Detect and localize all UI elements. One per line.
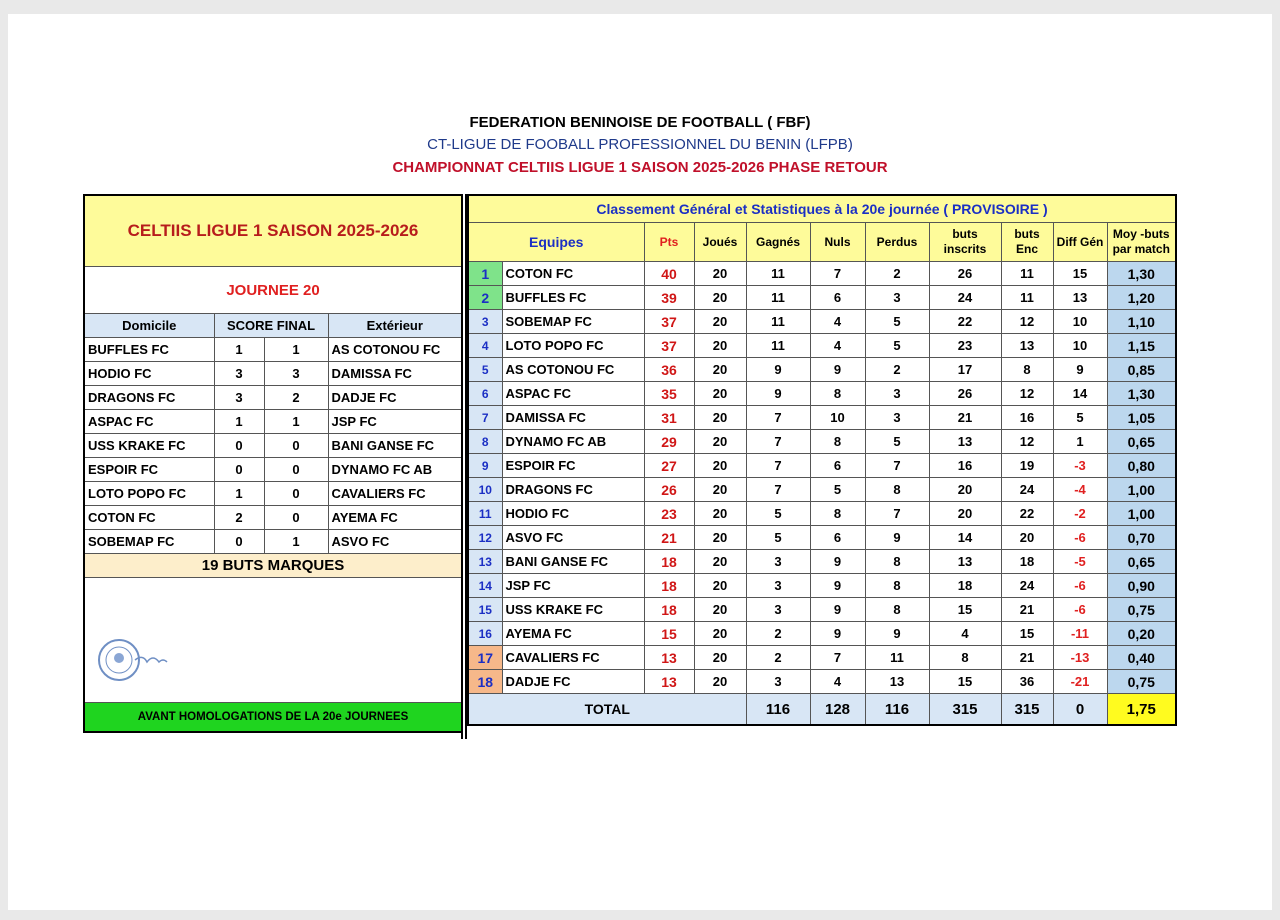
drawn-cell: 4 — [810, 334, 865, 358]
goals-against-cell: 18 — [1001, 550, 1053, 574]
goal-diff-cell: -4 — [1053, 478, 1107, 502]
points-cell: 36 — [644, 358, 694, 382]
homologation-note: AVANT HOMOLOGATIONS DE LA 20e JOURNEES — [84, 703, 462, 733]
goals-for-cell: 13 — [929, 550, 1001, 574]
championship-title: CHAMPIONNAT CELTIIS LIGUE 1 SAISON 2025-2026 PHASE RETOUR — [392, 159, 888, 176]
match-away: DADJE FC — [328, 386, 462, 410]
goals-against-cell: 16 — [1001, 406, 1053, 430]
won-cell: 7 — [746, 430, 810, 454]
match-away-score: 1 — [264, 338, 328, 362]
match-home-score: 3 — [214, 386, 264, 410]
col-domicile: Domicile — [84, 314, 214, 338]
match-home: LOTO POPO FC — [84, 482, 214, 506]
team-name: JSP FC — [502, 574, 644, 598]
match-away: DAMISSA FC — [328, 362, 462, 386]
goal-diff-cell: -2 — [1053, 502, 1107, 526]
goal-diff-cell: -21 — [1053, 670, 1107, 694]
match-away-score: 3 — [264, 362, 328, 386]
played-cell: 20 — [694, 550, 746, 574]
team-name: DADJE FC — [502, 670, 644, 694]
drawn-cell: 8 — [810, 502, 865, 526]
team-name: ASVO FC — [502, 526, 644, 550]
won-cell: 7 — [746, 406, 810, 430]
drawn-cell: 6 — [810, 454, 865, 478]
points-cell: 39 — [644, 286, 694, 310]
match-row — [84, 434, 462, 458]
team-name: AS COTONOU FC — [502, 358, 644, 382]
rank-cell: 16 — [468, 622, 502, 646]
team-name: HODIO FC — [502, 502, 644, 526]
avg-goals-cell: 0,70 — [1107, 526, 1176, 550]
lost-cell: 8 — [865, 598, 929, 622]
goals-against-cell: 21 — [1001, 646, 1053, 670]
drawn-cell: 7 — [810, 262, 865, 286]
standings-row — [468, 478, 1176, 502]
match-away-score: 2 — [264, 386, 328, 410]
goals-against-cell: 24 — [1001, 478, 1053, 502]
goal-diff-cell: 5 — [1053, 406, 1107, 430]
played-cell: 20 — [694, 262, 746, 286]
played-cell: 20 — [694, 574, 746, 598]
standings-row — [468, 262, 1176, 286]
standings-row — [468, 670, 1176, 694]
total-gagnes: 116 — [746, 694, 810, 726]
rank-cell: 11 — [468, 502, 502, 526]
won-cell: 11 — [746, 334, 810, 358]
match-row — [84, 410, 462, 434]
team-name: BUFFLES FC — [502, 286, 644, 310]
journee-label: JOURNEE 20 — [84, 267, 462, 314]
avg-goals-cell: 1,30 — [1107, 382, 1176, 406]
standings-row — [468, 334, 1176, 358]
goal-diff-cell: -5 — [1053, 550, 1107, 574]
match-home-score: 0 — [214, 458, 264, 482]
points-cell: 40 — [644, 262, 694, 286]
goal-diff-cell: -3 — [1053, 454, 1107, 478]
team-name: ESPOIR FC — [502, 454, 644, 478]
won-cell: 11 — [746, 262, 810, 286]
points-cell: 15 — [644, 622, 694, 646]
points-cell: 18 — [644, 574, 694, 598]
team-name: USS KRAKE FC — [502, 598, 644, 622]
standings-row — [468, 430, 1176, 454]
match-home: ASPAC FC — [84, 410, 214, 434]
won-cell: 3 — [746, 574, 810, 598]
played-cell: 20 — [694, 646, 746, 670]
points-cell: 26 — [644, 478, 694, 502]
team-name: AYEMA FC — [502, 622, 644, 646]
won-cell: 5 — [746, 526, 810, 550]
lost-cell: 8 — [865, 550, 929, 574]
standings-row — [468, 622, 1176, 646]
goal-diff-cell: 13 — [1053, 286, 1107, 310]
avg-goals-cell: 0,75 — [1107, 670, 1176, 694]
match-home-score: 1 — [214, 482, 264, 506]
goals-against-cell: 12 — [1001, 382, 1053, 406]
points-cell: 13 — [644, 646, 694, 670]
standings-row — [468, 574, 1176, 598]
drawn-cell: 4 — [810, 670, 865, 694]
standings-row — [468, 454, 1176, 478]
standings-row — [468, 382, 1176, 406]
match-away: BANI GANSE FC — [328, 434, 462, 458]
rank-cell: 14 — [468, 574, 502, 598]
points-cell: 23 — [644, 502, 694, 526]
match-row — [84, 530, 462, 554]
goals-for-cell: 18 — [929, 574, 1001, 598]
played-cell: 20 — [694, 334, 746, 358]
goals-for-cell: 13 — [929, 430, 1001, 454]
avg-goals-cell: 0,85 — [1107, 358, 1176, 382]
goals-for-cell: 4 — [929, 622, 1001, 646]
played-cell: 20 — [694, 430, 746, 454]
goals-against-cell: 11 — [1001, 286, 1053, 310]
standings-row — [468, 502, 1176, 526]
avg-goals-cell: 0,75 — [1107, 598, 1176, 622]
goals-for-cell: 21 — [929, 406, 1001, 430]
played-cell: 20 — [694, 310, 746, 334]
standings-row — [468, 310, 1176, 334]
match-home-score: 0 — [214, 530, 264, 554]
match-home-score: 0 — [214, 434, 264, 458]
drawn-cell: 4 — [810, 310, 865, 334]
goals-against-cell: 21 — [1001, 598, 1053, 622]
team-name: COTON FC — [502, 262, 644, 286]
col-buts-enc: buts Enc — [1001, 223, 1053, 262]
goal-diff-cell: -13 — [1053, 646, 1107, 670]
goals-for-cell: 26 — [929, 382, 1001, 406]
points-cell: 37 — [644, 334, 694, 358]
points-cell: 21 — [644, 526, 694, 550]
standings-row — [468, 526, 1176, 550]
goals-for-cell: 24 — [929, 286, 1001, 310]
total-buts-inscrits: 315 — [929, 694, 1001, 726]
goals-for-cell: 22 — [929, 310, 1001, 334]
standings-row — [468, 358, 1176, 382]
team-name: SOBEMAP FC — [502, 310, 644, 334]
rank-cell: 7 — [468, 406, 502, 430]
match-away: DYNAMO FC AB — [328, 458, 462, 482]
rank-cell: 15 — [468, 598, 502, 622]
rank-cell: 10 — [468, 478, 502, 502]
match-away-score: 0 — [264, 458, 328, 482]
goals-for-cell: 16 — [929, 454, 1001, 478]
points-cell: 18 — [644, 550, 694, 574]
rank-cell: 8 — [468, 430, 502, 454]
match-away-score: 0 — [264, 482, 328, 506]
lost-cell: 11 — [865, 646, 929, 670]
drawn-cell: 9 — [810, 574, 865, 598]
match-row — [84, 482, 462, 506]
match-home: COTON FC — [84, 506, 214, 530]
goals-against-cell: 11 — [1001, 262, 1053, 286]
drawn-cell: 5 — [810, 478, 865, 502]
goal-diff-cell: 9 — [1053, 358, 1107, 382]
goals-against-cell: 12 — [1001, 310, 1053, 334]
total-diff: 0 — [1053, 694, 1107, 726]
match-home-score: 1 — [214, 410, 264, 434]
standings-row — [468, 286, 1176, 310]
match-row — [84, 458, 462, 482]
season-title: CELTIIS LIGUE 1 SAISON 2025-2026 — [84, 195, 462, 267]
match-home: USS KRAKE FC — [84, 434, 214, 458]
won-cell: 7 — [746, 454, 810, 478]
goals-against-cell: 8 — [1001, 358, 1053, 382]
played-cell: 20 — [694, 382, 746, 406]
drawn-cell: 8 — [810, 430, 865, 454]
results-table — [83, 194, 463, 733]
match-away: AS COTONOU FC — [328, 338, 462, 362]
match-home-score: 3 — [214, 362, 264, 386]
drawn-cell: 6 — [810, 286, 865, 310]
avg-goals-cell: 1,00 — [1107, 478, 1176, 502]
won-cell: 3 — [746, 550, 810, 574]
points-cell: 35 — [644, 382, 694, 406]
goal-diff-cell: -6 — [1053, 526, 1107, 550]
goals-against-cell: 13 — [1001, 334, 1053, 358]
won-cell: 2 — [746, 646, 810, 670]
federation-stamp-icon — [91, 630, 171, 690]
goal-diff-cell: 15 — [1053, 262, 1107, 286]
goals-for-cell: 8 — [929, 646, 1001, 670]
match-row — [84, 506, 462, 530]
match-row — [84, 338, 462, 362]
rank-cell: 5 — [468, 358, 502, 382]
avg-goals-cell: 0,40 — [1107, 646, 1176, 670]
col-exterieur: Extérieur — [328, 314, 462, 338]
match-home-score: 2 — [214, 506, 264, 530]
match-home: SOBEMAP FC — [84, 530, 214, 554]
played-cell: 20 — [694, 670, 746, 694]
match-row — [84, 362, 462, 386]
standings-title: Classement Général et Statistiques à la 20e journée ( PROVISOIRE ) — [468, 195, 1176, 223]
won-cell: 5 — [746, 502, 810, 526]
match-home: BUFFLES FC — [84, 338, 214, 362]
total-row — [468, 694, 1176, 726]
rank-cell: 4 — [468, 334, 502, 358]
drawn-cell: 10 — [810, 406, 865, 430]
rank-cell: 18 — [468, 670, 502, 694]
match-away-score: 0 — [264, 506, 328, 530]
match-away: AYEMA FC — [328, 506, 462, 530]
goals-for-cell: 15 — [929, 670, 1001, 694]
standings-table — [467, 194, 1177, 726]
lost-cell: 7 — [865, 502, 929, 526]
total-perdus: 116 — [865, 694, 929, 726]
avg-goals-cell: 1,00 — [1107, 502, 1176, 526]
played-cell: 20 — [694, 502, 746, 526]
drawn-cell: 6 — [810, 526, 865, 550]
goals-against-cell: 20 — [1001, 526, 1053, 550]
lost-cell: 3 — [865, 406, 929, 430]
goal-diff-cell: 10 — [1053, 310, 1107, 334]
rank-cell: 9 — [468, 454, 502, 478]
avg-goals-cell: 0,65 — [1107, 550, 1176, 574]
team-name: ASPAC FC — [502, 382, 644, 406]
won-cell: 11 — [746, 310, 810, 334]
league-title: CT-LIGUE DE FOOBALL PROFESSIONNEL DU BENIN (LFPB) — [427, 136, 853, 153]
played-cell: 20 — [694, 358, 746, 382]
lost-cell: 2 — [865, 262, 929, 286]
team-name: BANI GANSE FC — [502, 550, 644, 574]
match-home-score: 1 — [214, 338, 264, 362]
goal-diff-cell: 14 — [1053, 382, 1107, 406]
lost-cell: 9 — [865, 622, 929, 646]
lost-cell: 2 — [865, 358, 929, 382]
match-away-score: 1 — [264, 410, 328, 434]
goals-against-cell: 22 — [1001, 502, 1053, 526]
points-cell: 13 — [644, 670, 694, 694]
goal-diff-cell: -6 — [1053, 574, 1107, 598]
lost-cell: 5 — [865, 430, 929, 454]
lost-cell: 5 — [865, 310, 929, 334]
col-gagnes: Gagnés — [746, 223, 810, 262]
federation-title: FEDERATION BENINOISE DE FOOTBALL ( FBF) — [469, 114, 811, 131]
won-cell: 2 — [746, 622, 810, 646]
goals-against-cell: 24 — [1001, 574, 1053, 598]
lost-cell: 9 — [865, 526, 929, 550]
rank-cell: 2 — [468, 286, 502, 310]
played-cell: 20 — [694, 454, 746, 478]
standings-row — [468, 550, 1176, 574]
rank-cell: 1 — [468, 262, 502, 286]
rank-cell: 3 — [468, 310, 502, 334]
lost-cell: 3 — [865, 382, 929, 406]
team-name: CAVALIERS FC — [502, 646, 644, 670]
lost-cell: 8 — [865, 478, 929, 502]
rank-cell: 17 — [468, 646, 502, 670]
avg-goals-cell: 0,80 — [1107, 454, 1176, 478]
played-cell: 20 — [694, 598, 746, 622]
drawn-cell: 9 — [810, 358, 865, 382]
match-away: JSP FC — [328, 410, 462, 434]
rank-cell: 13 — [468, 550, 502, 574]
match-row — [84, 386, 462, 410]
team-name: DYNAMO FC AB — [502, 430, 644, 454]
goal-diff-cell: 10 — [1053, 334, 1107, 358]
won-cell: 9 — [746, 358, 810, 382]
avg-goals-cell: 0,90 — [1107, 574, 1176, 598]
standings-row — [468, 646, 1176, 670]
won-cell: 9 — [746, 382, 810, 406]
stamp-area — [84, 578, 462, 703]
lost-cell: 13 — [865, 670, 929, 694]
team-name: DRAGONS FC — [502, 478, 644, 502]
match-away: ASVO FC — [328, 530, 462, 554]
goals-against-cell: 36 — [1001, 670, 1053, 694]
total-label: TOTAL — [468, 694, 746, 726]
won-cell: 7 — [746, 478, 810, 502]
document-page — [8, 14, 1272, 910]
goals-against-cell: 15 — [1001, 622, 1053, 646]
played-cell: 20 — [694, 622, 746, 646]
goals-for-cell: 20 — [929, 478, 1001, 502]
col-score: SCORE FINAL — [214, 314, 328, 338]
avg-goals-cell: 1,30 — [1107, 262, 1176, 286]
match-away-score: 1 — [264, 530, 328, 554]
points-cell: 37 — [644, 310, 694, 334]
played-cell: 20 — [694, 478, 746, 502]
goal-diff-cell: -11 — [1053, 622, 1107, 646]
played-cell: 20 — [694, 526, 746, 550]
drawn-cell: 9 — [810, 622, 865, 646]
points-cell: 18 — [644, 598, 694, 622]
drawn-cell: 9 — [810, 598, 865, 622]
col-equipes: Equipes — [468, 223, 644, 262]
goals-against-cell: 19 — [1001, 454, 1053, 478]
total-moy: 1,75 — [1107, 694, 1176, 726]
match-home: HODIO FC — [84, 362, 214, 386]
played-cell: 20 — [694, 286, 746, 310]
col-perdus: Perdus — [865, 223, 929, 262]
avg-goals-cell: 1,15 — [1107, 334, 1176, 358]
goals-for-cell: 26 — [929, 262, 1001, 286]
lost-cell: 8 — [865, 574, 929, 598]
avg-goals-cell: 0,65 — [1107, 430, 1176, 454]
lost-cell: 7 — [865, 454, 929, 478]
points-cell: 31 — [644, 406, 694, 430]
goals-for-cell: 17 — [929, 358, 1001, 382]
avg-goals-cell: 1,20 — [1107, 286, 1176, 310]
drawn-cell: 7 — [810, 646, 865, 670]
col-buts-inscrits: buts inscrits — [929, 223, 1001, 262]
avg-goals-cell: 0,20 — [1107, 622, 1176, 646]
won-cell: 3 — [746, 670, 810, 694]
rank-cell: 6 — [468, 382, 502, 406]
col-moy: Moy -buts par match — [1107, 223, 1176, 262]
lost-cell: 3 — [865, 286, 929, 310]
goals-for-cell: 14 — [929, 526, 1001, 550]
avg-goals-cell: 1,05 — [1107, 406, 1176, 430]
goals-for-cell: 23 — [929, 334, 1001, 358]
played-cell: 20 — [694, 406, 746, 430]
goal-diff-cell: -6 — [1053, 598, 1107, 622]
lost-cell: 5 — [865, 334, 929, 358]
goals-for-cell: 15 — [929, 598, 1001, 622]
drawn-cell: 8 — [810, 382, 865, 406]
standings-row — [468, 406, 1176, 430]
goals-against-cell: 12 — [1001, 430, 1053, 454]
col-diff: Diff Gén — [1053, 223, 1107, 262]
points-cell: 27 — [644, 454, 694, 478]
drawn-cell: 9 — [810, 550, 865, 574]
team-name: DAMISSA FC — [502, 406, 644, 430]
standings-row — [468, 598, 1176, 622]
match-home: DRAGONS FC — [84, 386, 214, 410]
goals-scored-label: 19 BUTS MARQUES — [84, 554, 462, 578]
won-cell: 3 — [746, 598, 810, 622]
points-cell: 29 — [644, 430, 694, 454]
col-joues: Joués — [694, 223, 746, 262]
match-away-score: 0 — [264, 434, 328, 458]
won-cell: 11 — [746, 286, 810, 310]
team-name: LOTO POPO FC — [502, 334, 644, 358]
total-buts-enc: 315 — [1001, 694, 1053, 726]
rank-cell: 12 — [468, 526, 502, 550]
avg-goals-cell: 1,10 — [1107, 310, 1176, 334]
goal-diff-cell: 1 — [1053, 430, 1107, 454]
total-nuls: 128 — [810, 694, 865, 726]
match-away: CAVALIERS FC — [328, 482, 462, 506]
match-home: ESPOIR FC — [84, 458, 214, 482]
col-nuls: Nuls — [810, 223, 865, 262]
col-pts: Pts — [644, 223, 694, 262]
goals-for-cell: 20 — [929, 502, 1001, 526]
